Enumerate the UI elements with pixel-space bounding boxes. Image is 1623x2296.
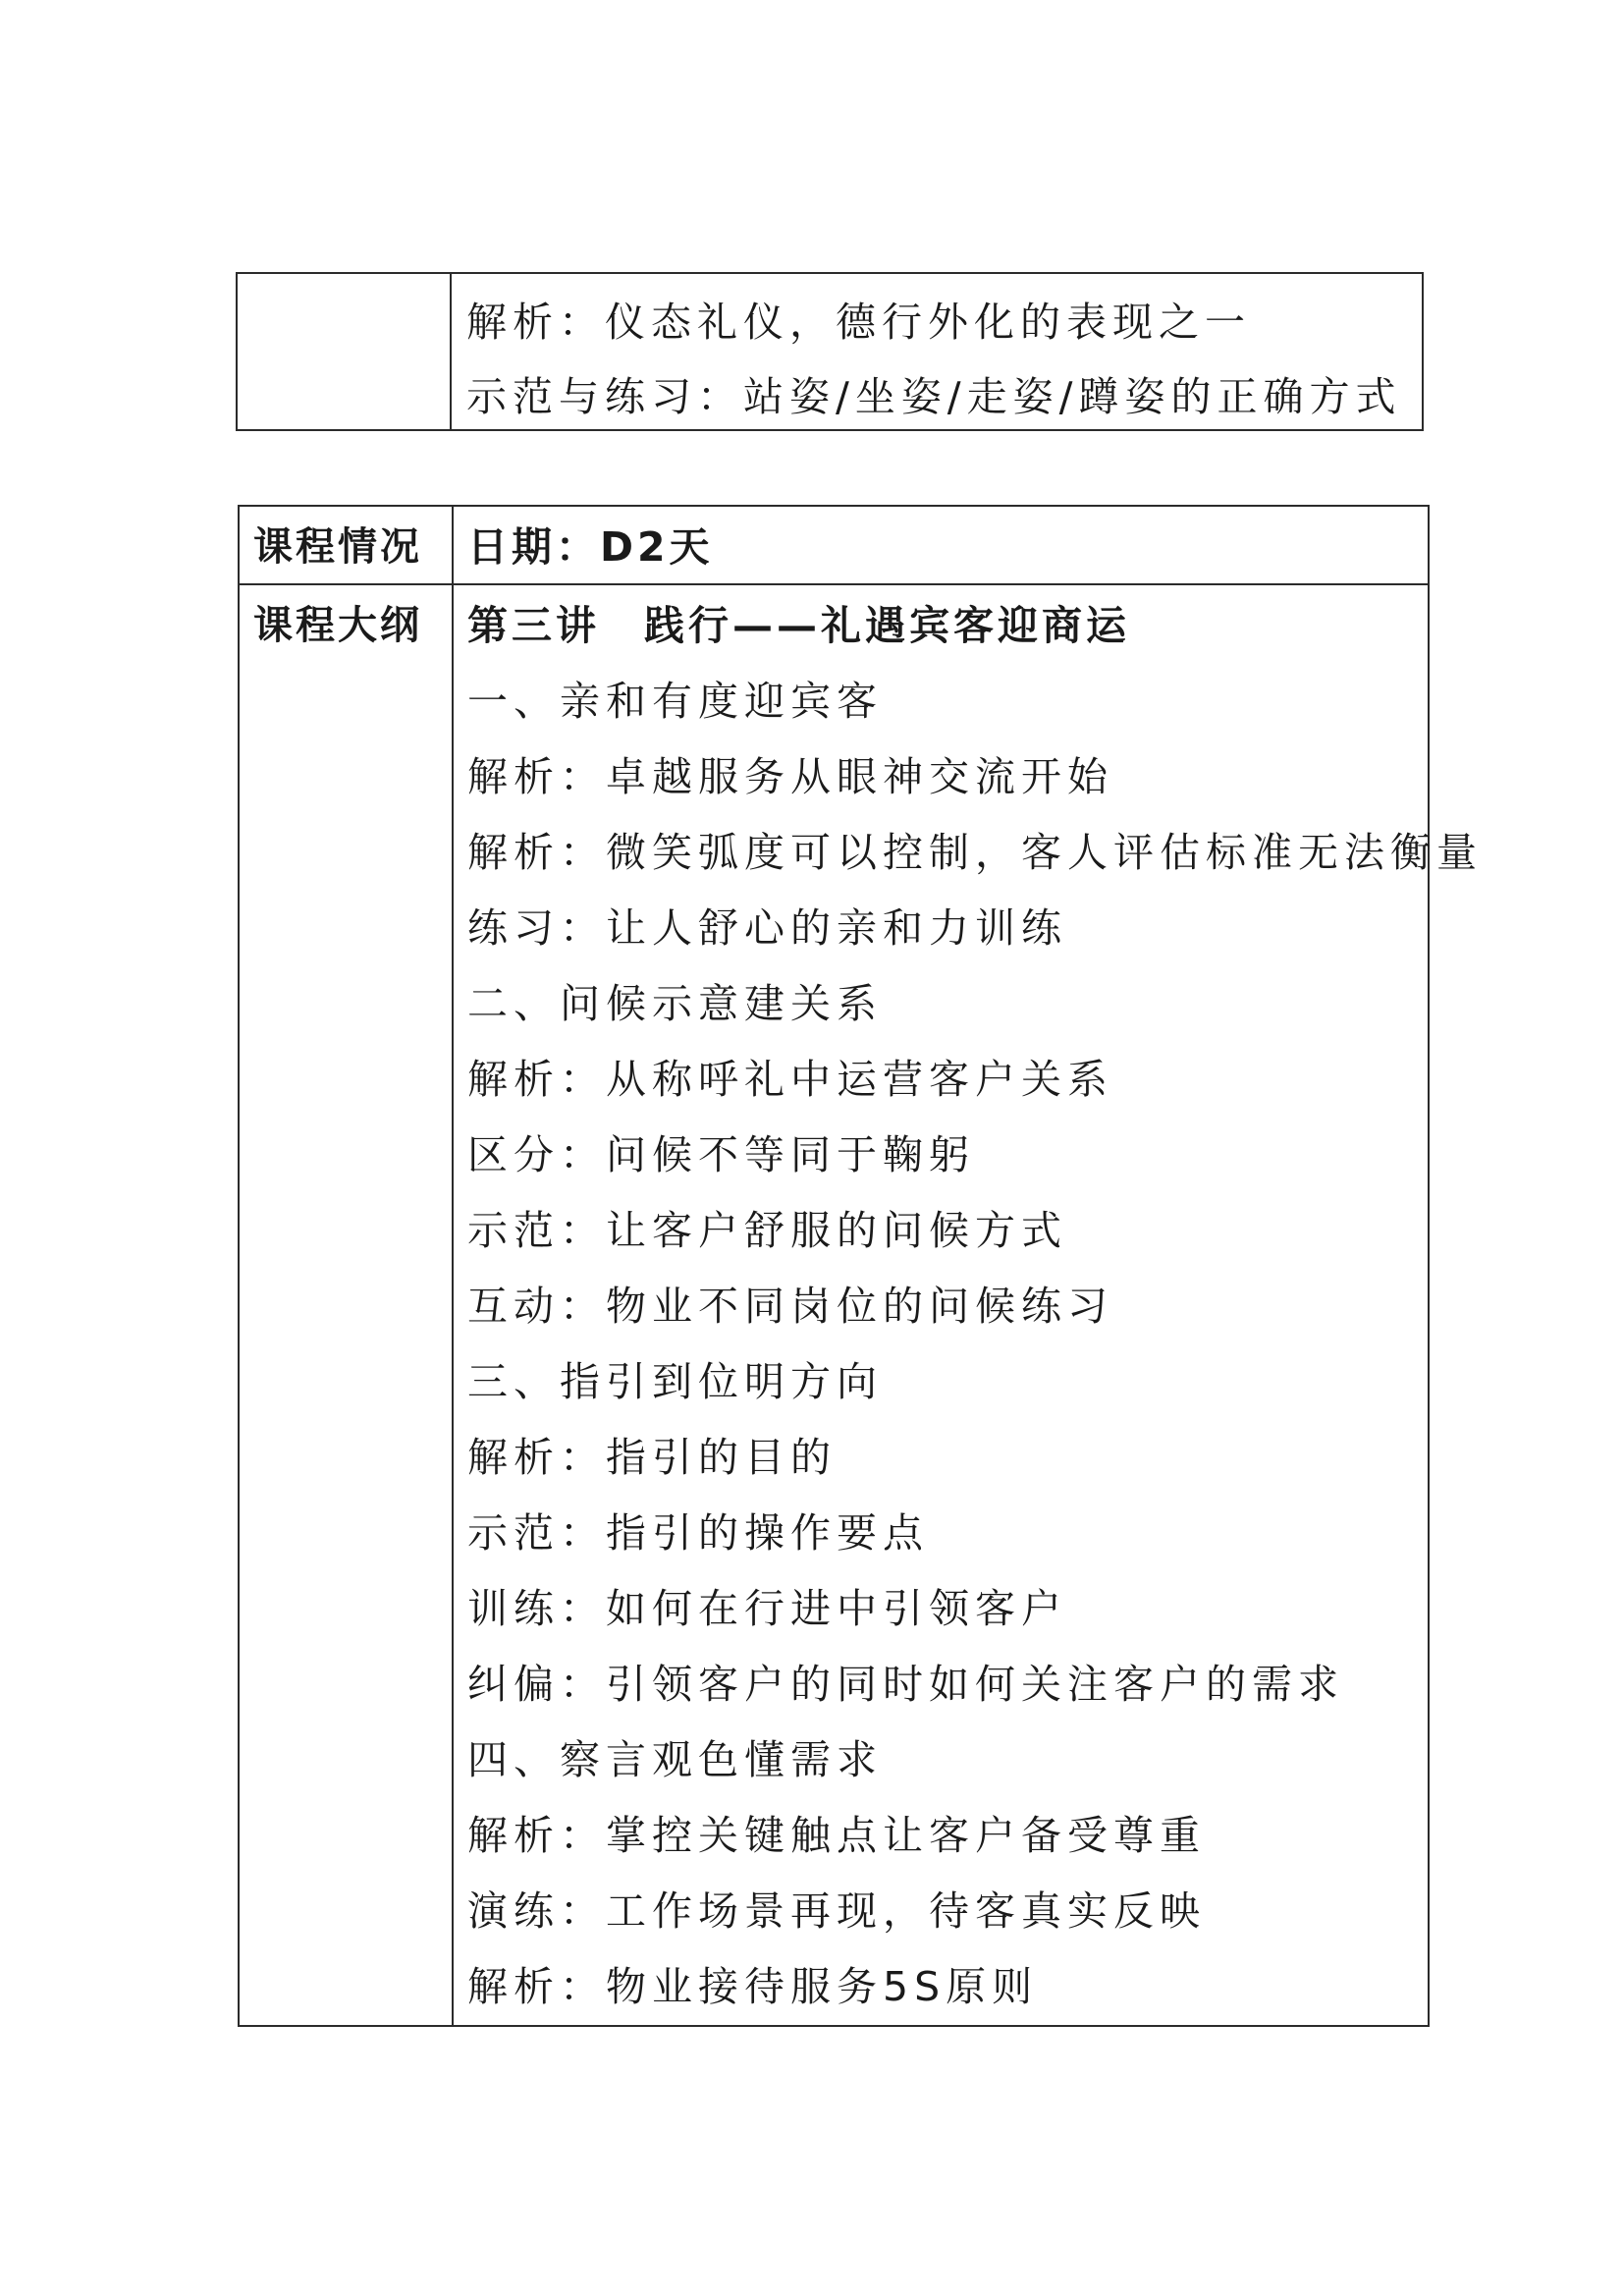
row-divider xyxy=(240,583,1428,585)
course-outline-table xyxy=(238,505,1483,2027)
course-outline-label: 课程大纲 xyxy=(253,603,422,648)
table1-line-1: 解析：仪态礼仪，德行外化的表现之一 xyxy=(466,299,1251,346)
outline-line: 二、问候示意建关系 xyxy=(467,980,883,1027)
outline-line: 示范：让客户舒服的问候方式 xyxy=(467,1207,1067,1254)
continuation-table xyxy=(236,272,1424,431)
outline-line: 三、指引到位明方向 xyxy=(467,1358,883,1405)
outline-line: 解析：指引的目的 xyxy=(467,1434,837,1481)
outline-line: 解析：从称呼礼中运营客户关系 xyxy=(467,1056,1113,1103)
outline-line: 示范：指引的操作要点 xyxy=(467,1509,929,1557)
outline-line: 练习：让人舒心的亲和力训练 xyxy=(467,904,1067,952)
outline-line: 四、察言观色懂需求 xyxy=(467,1736,883,1783)
table1-line-2: 示范与练习：站姿/坐姿/走姿/蹲姿的正确方式 xyxy=(466,373,1402,420)
outline-line: 一、亲和有度迎宾客 xyxy=(467,678,883,725)
outline-line: 解析：卓越服务从眼神交流开始 xyxy=(467,753,1113,800)
outline-line: 区分：问候不等同于鞠躬 xyxy=(467,1131,975,1178)
outline-line: 解析：物业接待服务5S原则 xyxy=(467,1963,1039,2010)
outline-line: 训练：如何在行进中引领客户 xyxy=(467,1585,1067,1632)
lecture-title: 第三讲 践行——礼遇宾客迎商运 xyxy=(467,602,1130,649)
course-date-value: 日期：D2天 xyxy=(467,523,714,571)
column-divider xyxy=(450,274,452,429)
outline-line: 互动：物业不同岗位的问候练习 xyxy=(467,1283,1113,1330)
outline-line: 演练：工作场景再现，待客真实反映 xyxy=(467,1887,1206,1935)
course-status-label: 课程情况 xyxy=(253,524,422,570)
column-divider xyxy=(452,507,454,2025)
outline-line: 解析：掌控关键触点让客户备受尊重 xyxy=(467,1812,1206,1859)
outline-line: 纠偏：引领客户的同时如何关注客户的需求 xyxy=(467,1661,1344,1708)
outline-line: 解析：微笑弧度可以控制，客人评估标准无法衡量 xyxy=(467,829,1483,876)
